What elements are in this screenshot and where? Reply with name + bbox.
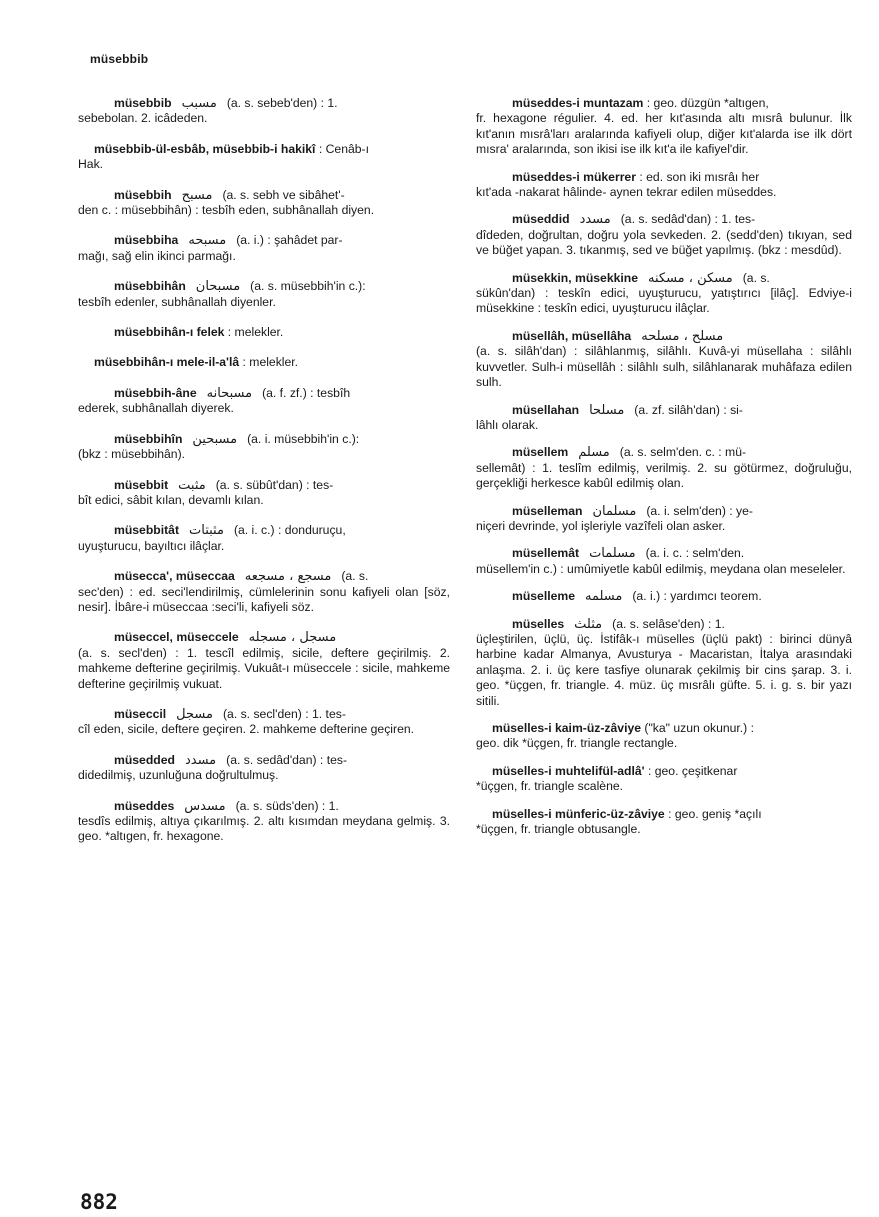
definition-text: *üçgen, fr. triangle scalène. — [476, 779, 624, 794]
arabic-script: مسلمان — [592, 503, 637, 519]
definition-start: (a. s. sedâd'dan) : 1. tes- — [620, 212, 756, 227]
entry-headline — [78, 707, 450, 722]
headword: müsebbihân — [114, 279, 186, 294]
definition-text: tesdîs edilmiş, altıya çıkarılmış. 2. altı kısımdan meydana gelmiş. 3. geo. *altıgen, fr. hexagone. — [78, 814, 450, 844]
dictionary-entry — [78, 142, 450, 173]
dictionary-entry — [476, 96, 852, 158]
arabic-script: مسجل — [176, 706, 213, 722]
entry-headline — [476, 212, 852, 227]
dictionary-entry — [476, 764, 852, 795]
definition-start: (a. zf. silâh'dan) : si- — [634, 402, 743, 417]
arabic-script: مسبب — [181, 96, 217, 111]
definition-text: lâhlı olarak. — [476, 417, 539, 432]
definition-start: (a. s. müsebbih'in c.): — [250, 279, 366, 294]
entry-headline — [78, 630, 450, 645]
headword: müsellahan — [512, 402, 580, 417]
dictionary-entry — [476, 589, 852, 604]
entry-headline — [78, 478, 450, 493]
definition-start: : ed. son iki mısrâı her — [639, 169, 760, 184]
definition-start: (a. s. selm'den. c. : mü- — [619, 445, 747, 460]
dictionary-entry — [476, 617, 852, 709]
definition-text: (bkz : müsebbihân). — [78, 447, 186, 462]
headword: müsedded — [114, 752, 175, 767]
definition-text: ederek, subhânallah diyerek. — [78, 401, 234, 416]
headword: müsekkin, müsekkine — [512, 270, 638, 285]
headword: müsellemât — [512, 546, 580, 561]
dictionary-entry — [78, 432, 450, 463]
headword: müselleman — [512, 503, 583, 518]
entry-headline — [476, 445, 852, 460]
dictionary-entry — [476, 546, 852, 577]
page-number: 882 — [80, 1190, 118, 1214]
entry-headline — [476, 807, 852, 822]
arabic-script: مسلحا — [589, 402, 625, 418]
definition-start: (a. i. c.) : donduruçu, — [233, 523, 346, 538]
entry-headline — [78, 355, 450, 370]
headword: müseccel, müseccele — [114, 630, 239, 645]
dictionary-entry — [476, 271, 852, 317]
headword: müsebbit — [114, 477, 169, 492]
entry-headline — [78, 386, 450, 401]
headword: müselles — [512, 616, 565, 631]
definition-start: (a. s. süds'den) : 1. — [235, 798, 339, 813]
dictionary-entry — [78, 707, 450, 738]
definition-start: (a. s. sebh ve sibâhet'- — [222, 187, 345, 202]
definition-start: : geo. geniş *açılı — [668, 806, 762, 821]
headword: müselles-i münferic-üz-zâviye — [492, 806, 665, 821]
definition-start: ("ka" uzun okunur.) : — [644, 721, 755, 735]
headword: müseddes — [114, 798, 175, 813]
dictionary-entry — [78, 325, 450, 340]
running-head: müsebbib — [90, 52, 149, 66]
headword: müsebbihân-ı felek — [114, 325, 225, 340]
definition-start: (a. i.) : şahâdet par- — [236, 233, 343, 248]
dictionary-entry — [476, 445, 852, 491]
entry-headline — [78, 753, 450, 768]
definition-text: didedilmiş, uzunluğuna doğrultulmuş. — [78, 768, 279, 783]
definition-text: (a. s. secl'den) : 1. tescîl edilmiş, sicile, deftere geçirilmiş. 2. mahkeme defterine geçirilmiş. Vukuât-ı müseccele : sicile, mahkeme defterine geçirilmiş vukuat. — [78, 645, 450, 691]
entry-headline — [78, 569, 450, 584]
definition-start: (a. i. c. : selm'den. — [645, 546, 745, 561]
arabic-script: مسدد — [184, 752, 217, 768]
headword: müselleme — [512, 589, 576, 604]
dictionary-entry — [78, 96, 450, 127]
headword: müsecca', müseccaa — [114, 569, 235, 584]
definition-text: sellemât) : 1. teslîm edilmiş, verilmiş. 2. su götürmez, doğruluğu, gerçekliği herkesce kabûl edilmiş olan. — [476, 460, 852, 491]
dictionary-entry — [78, 753, 450, 784]
definition-text: kıt'ada -nakarat hâlinde- aynen tekrar edilen müseddes. — [476, 185, 777, 200]
definition-start: (a. f. zf.) : tesbîh — [262, 385, 351, 400]
entry-headline — [476, 96, 852, 111]
definition-start: : melekler. — [227, 325, 284, 340]
headword: müsellâh, müsellâha — [512, 328, 632, 343]
headword: müsellem — [512, 445, 569, 460]
definition-start: (a. i.) : yardımcı teorem. — [632, 589, 762, 604]
headword: müseddes-i mükerrer — [512, 169, 636, 184]
headword: müseddes-i muntazam — [512, 96, 644, 110]
headword: müseccil — [114, 706, 167, 721]
left-column — [78, 96, 450, 860]
headword: müsebbib-ül-esbâb, müsebbib-i hakikî — [94, 141, 316, 156]
arabic-script: مسدس — [184, 798, 226, 814]
headword: müseddid — [512, 212, 570, 227]
dictionary-entry — [476, 212, 852, 258]
arabic-script: مسلح ، مسلحه — [641, 328, 724, 344]
definition-text: mağı, sağ elin ikinci parmağı. — [78, 248, 236, 263]
headword: müsebbihân-ı mele-il-a'lâ — [94, 355, 240, 370]
entry-headline — [476, 403, 852, 418]
entry-headline — [78, 233, 450, 248]
definition-start: (a. s. sübût'dan) : tes- — [215, 477, 334, 492]
definition-text: uyuşturucu, bayıltıcı ilâçlar. — [78, 538, 225, 553]
definition-text: dîdeden, doğrultan, doğru yola sevkeden. 2. (sedd'den) tıkıyan, sed ve büğet yapan. 3. tıkanmış, sed ve büğet yapılmış. (bkz : mesdûd). — [476, 227, 852, 258]
entry-headline — [476, 764, 852, 779]
arabic-script: مسبحه — [188, 233, 227, 249]
definition-text: sebebolan. 2. icâdeden. — [78, 111, 208, 126]
entry-headline — [476, 721, 852, 736]
arabic-script: مسلمه — [585, 589, 623, 605]
entry-headline — [78, 523, 450, 538]
dictionary-entry — [476, 403, 852, 434]
entry-headline — [476, 170, 852, 185]
dictionary-entry — [78, 569, 450, 615]
entry-headline — [476, 504, 852, 519]
dictionary-entry — [78, 188, 450, 219]
headword: müsebbitât — [114, 523, 180, 538]
arabic-script: مسبحين — [192, 431, 238, 447]
definition-text: *üçgen, fr. triangle obtusangle. — [476, 822, 641, 837]
right-column — [476, 96, 852, 849]
definition-text: fr. hexagone régulier. 4. ed. her kıt'asında altı mısrâ bulunur. İlk kıt'anın mısrâ'ları aralarında kafiyeli olup, diğer kıt'alarda ise ilk dört mısra' aralarında, son ikisi ise ilk kıt'a ile kafiyel'dir. — [476, 111, 852, 157]
dictionary-entry — [476, 807, 852, 838]
headword: müsebbiha — [114, 233, 179, 248]
headword: müsebbib — [114, 96, 172, 110]
arabic-script: مسلم — [578, 445, 610, 461]
entry-headline — [476, 329, 852, 344]
definition-start: (a. s. — [742, 270, 770, 285]
definition-start: (a. s. secl'den) : 1. tes- — [222, 706, 346, 721]
headword: müsebbihîn — [114, 431, 183, 446]
headword: müselles-i muhtelifül-adlâ' — [492, 763, 645, 778]
definition-text: den c. : müsebbihân) : tesbîh eden, subhânallah diyen. — [78, 203, 375, 218]
definition-start: (a. i. müsebbih'in c.): — [247, 431, 360, 446]
definition-start: (a. s. sedâd'dan) : tes- — [226, 752, 348, 767]
entry-headline — [476, 271, 852, 286]
definition-text: bît edici, sâbit kılan, devamlı kılan. — [78, 492, 264, 507]
entry-headline — [78, 325, 450, 340]
dictionary-entry — [476, 329, 852, 391]
dictionary-entry — [476, 170, 852, 201]
entry-headline — [476, 546, 852, 561]
headword: müselles-i kaim-üz-zâviye — [492, 721, 642, 735]
definition-start: : geo. çeşitkenar — [647, 763, 738, 778]
arabic-script: مسبح — [181, 187, 213, 203]
entry-headline — [476, 589, 852, 604]
entry-headline — [78, 188, 450, 203]
arabic-script: مسبحانه — [206, 385, 253, 401]
definition-text: cîl eden, sicile, deftere geçiren. 2. mahkeme defterine geçiren. — [78, 722, 415, 737]
definition-start: : melekler. — [242, 355, 299, 370]
headword: müsebbih-âne — [114, 385, 197, 400]
definition-text: üçleştirilen, üçlü, üç. İstifâk-ı müselles (üçlü pakt) : birinci dünyâ harbine kadar Almanya, Avusturya - Macaristan, İtalya arasındaki anlaşma. 2. i. üç kere tasfiye olunarak çekilmiş bir cins şarap. 3. i. geo. *üçgen, fr. triangle. 4. müz. üç mısrâlı güfte. 5. i. g. s. bir yazı sitili. — [476, 631, 852, 708]
arabic-script: مثلث — [574, 616, 603, 632]
entry-headline — [476, 617, 852, 632]
entry-headline — [78, 432, 450, 447]
definition-text: niçeri devrinde, yol işleriyle vazîfeli olan asker. — [476, 518, 726, 533]
entry-headline — [78, 279, 450, 294]
dictionary-entry — [78, 478, 450, 509]
arabic-script: مسكن ، مسكنه — [648, 270, 733, 286]
definition-text: Hak. — [78, 157, 104, 172]
definition-start: (a. i. selm'den) : ye- — [646, 503, 753, 518]
arabic-script: مسدد — [579, 212, 611, 228]
dictionary-entry — [78, 355, 450, 370]
dictionary-entry — [476, 504, 852, 535]
dictionary-entry — [78, 523, 450, 554]
definition-text: geo. dik *üçgen, fr. triangle rectangle. — [476, 736, 678, 751]
dictionary-entry — [78, 386, 450, 417]
definition-start: (a. s. sebeb'den) : 1. — [226, 96, 338, 110]
dictionary-entry — [78, 799, 450, 845]
arabic-script: مسبحان — [195, 279, 241, 295]
dictionary-entry — [78, 630, 450, 692]
arabic-script: مسلمات — [589, 546, 636, 562]
arabic-script: مثبتات — [189, 523, 224, 539]
definition-text: tesbîh edenler, subhânallah diyenler. — [78, 294, 276, 309]
definition-text: sec'den) : ed. seci'lendirilmiş, cümlelerinin sonu kafiyeli olan [söz, nesir]. İbâre-i müseccaa :seci'li, kafiyeli söz. — [78, 584, 450, 614]
definition-text: sükûn'dan) : teskîn edici, uyuşturucu, yatıştırıcı [ilâç]. Edviye-i müsekkine : teskîn edici, uyuşturucu ilâçlar. — [476, 286, 852, 316]
entry-headline — [78, 96, 450, 111]
arabic-script: مسجل ، مسجله — [248, 630, 337, 646]
headword: müsebbih — [114, 187, 172, 202]
definition-text: müsellem'in c.) : umûmiyetle kabûl edilmiş, meydana olan meseleler. — [476, 561, 846, 576]
dictionary-entry — [476, 721, 852, 752]
arabic-script: مثبت — [178, 477, 206, 493]
entry-headline — [78, 142, 450, 157]
definition-start: (a. s. — [341, 569, 369, 584]
entry-headline — [78, 799, 450, 814]
dictionary-entry — [78, 233, 450, 264]
dictionary-entry — [78, 279, 450, 310]
definition-text: (a. s. silâh'dan) : silâhlanmış, silâhlı. Kuvâ-yi müsellaha : silâhlı kuvvetler. Sulh-i müsellâh : silâhlı sulh, silâhlanarak muhâfaza edilen sulh. — [476, 344, 852, 390]
definition-start: : geo. düzgün *altıgen, — [646, 96, 769, 110]
arabic-script: مسجع ، مسجعه — [244, 569, 332, 585]
definition-start: (a. s. selâse'den) : 1. — [612, 616, 725, 631]
definition-start: : Cenâb-ı — [318, 141, 369, 156]
